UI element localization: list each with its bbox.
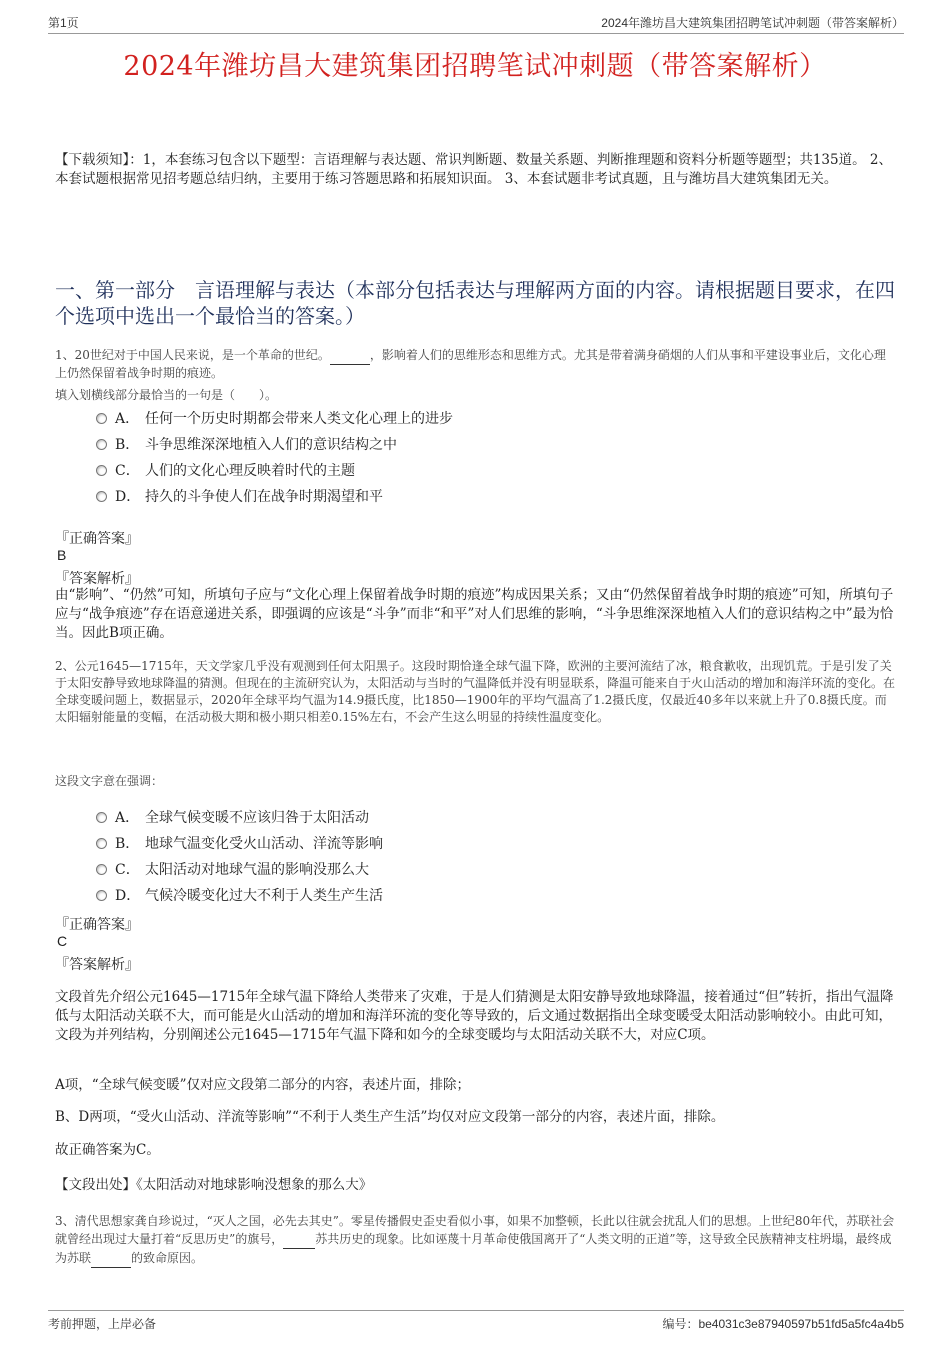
- header-doc-title: 2024年潍坊昌大建筑集团招聘笔试冲刺题（带答案解析）: [601, 16, 904, 30]
- q2-option-c[interactable]: C． 太阳活动对地球气温的影响没那么大: [96, 860, 369, 880]
- q1-analysis: 由“影响”、“仍然”可知，所填句子应与“文化心理上保留着战争时期的痕迹”构成因果关系；又由“仍然保留着战争时期的痕迹”可知，所填句子应与“战争痕迹”存在语意递进关系，即强调的应该是“斗争”而非“和平”对人们思维的影响，“斗争思维深深地植入人们的意识结构之中”最为恰当。因此B项正确。: [55, 587, 894, 641]
- q1-answer: B: [57, 547, 67, 563]
- q2-option-b[interactable]: B． 地球气温变化受火山活动、洋流等影响: [96, 834, 383, 854]
- q2-analysis-a: A项，“全球气候变暖”仅对应文段第二部分的内容，表述片面，排除；: [55, 1077, 471, 1093]
- q2-analysis-conclusion: 故正确答案为C。: [55, 1142, 160, 1158]
- q2-analysis-label: 『答案解析』: [55, 957, 139, 973]
- radio-icon[interactable]: [96, 890, 107, 901]
- radio-icon[interactable]: [96, 413, 107, 424]
- q2-analysis-main: 文段首先介绍公元1645—1715年全球气温下降给人类带来了灾难，于是人们猜测是太阳安静导致地球降温，接着通过“但”转折，指出气温降低与太阳活动关联不大，而可能是火山活动的增加和海洋环流的变化等导致的，后文通过数据指出全球变暖受太阳活动影响较小。由此可知，文段为并列结构，分别阐述公元1645—1715年气温下降和如今的全球变暖均与太阳活动关联不大，对应C项。: [55, 989, 894, 1043]
- q1-option-d[interactable]: D． 持久的斗争使人们在战争时期渴望和平: [96, 487, 383, 507]
- q2-source: 【文段出处】《太阳活动对地球影响没想象的那么大》: [55, 1177, 373, 1193]
- radio-icon[interactable]: [96, 812, 107, 823]
- page-number: 第1页: [48, 16, 79, 30]
- page-title: 2024年潍坊昌大建筑集团招聘笔试冲刺题（带答案解析）: [123, 51, 827, 82]
- q1-analysis-label: 『答案解析』: [55, 571, 139, 587]
- footer-slogan: 考前押题，上岸必备: [48, 1317, 157, 1331]
- q1-prompt: 填入划横线部分最恰当的一句是（ ）。: [55, 388, 278, 402]
- q2-answer-label: 『正确答案』: [55, 917, 139, 933]
- q1-option-a[interactable]: A． 任何一个历史时期都会带来人类文化心理上的进步: [96, 409, 453, 429]
- q3-blank-2: [91, 1249, 131, 1268]
- section-heading: 一、第一部分 言语理解与表达（本部分包括表达与理解两方面的内容。请根据题目要求，在四个选项中选出一个最恰当的答案。）: [55, 278, 895, 328]
- radio-icon[interactable]: [96, 491, 107, 502]
- footer-code: 编号：be4031c3e87940597b51fd5a5fc4a4b5: [662, 1317, 904, 1331]
- q1-stem: 1、20世纪对于中国人民来说，是一个革命的世纪。 ，影响着人们的思维形态和思维方式。尤其是带着满身硝烟的人们从事和平建设事业后，文化心理上仍然保留着战争时期的痕迹。: [55, 348, 886, 380]
- download-notice: 【下载须知】：1，本套练习包含以下题型：言语理解与表达题、常识判断题、数量关系题、判断推理题和资料分析题等题型；共135道。 2、本套试题根据常见招考题总结归纳，主要用于练习答题思路和拓展知识面。 3、本套试题非考试真题，且与潍坊昌大建筑集团无关。: [55, 152, 892, 187]
- q3-blank-1: [283, 1230, 315, 1249]
- header-rule: [48, 33, 904, 34]
- q1-answer-label: 『正确答案』: [55, 531, 139, 547]
- q2-prompt: 这段文字意在强调：: [55, 774, 164, 788]
- q1-option-b[interactable]: B． 斗争思维深深地植入人们的意识结构之中: [96, 435, 397, 455]
- q2-option-d[interactable]: D． 气候冷暖变化过大不利于人类生产生活: [96, 886, 383, 906]
- q2-stem: 2、公元1645—1715年，天文学家几乎没有观测到任何太阳黑子。这段时期恰逢全球气温下降，欧洲的主要河流结了冰，粮食歉收，出现饥荒。于是引发了关于太阳安静导致地球降温的猜测。但现在的主流研究认为，太阳活动与当时的气温降低并没有明显联系，降温可能来自于火山活动的增加和海洋环流的变化。在全球变暖问题上，数据显示，2020年全球平均气温为14.9摄氏度，比1850—1900年的平均气温高了1.2摄氏度，仅最近40多年以来就上升了0.8摄氏度。而太阳辐射能量的变幅，在活动极大期和极小期只相差0.15%左右，不会产生这么明显的持续性温度变化。: [55, 659, 896, 724]
- radio-icon[interactable]: [96, 864, 107, 875]
- q1-option-c[interactable]: C． 人们的文化心理反映着时代的主题: [96, 461, 355, 481]
- q2-option-a[interactable]: A． 全球气候变暖不应该归咎于太阳活动: [96, 808, 369, 828]
- q2-answer: C: [57, 933, 68, 949]
- radio-icon[interactable]: [96, 465, 107, 476]
- q3-stem: 3、清代思想家龚自珍说过，“灭人之国，必先去其史”。零星传播假史歪史看似小事，如果不加整顿，长此以往就会扰乱人们的思想。上世纪80年代，苏联社会就曾经出现过大量打着“反思历史”的旗号， 苏共历史的现象。比如诬蔑十月革命使俄国离开了“人类文明的正道”等，这导致全民族精神支柱坍塌，最终成为苏联 的致命原因。: [55, 1212, 895, 1268]
- q1-blank: [330, 347, 370, 365]
- radio-icon[interactable]: [96, 838, 107, 849]
- footer-rule: [48, 1310, 904, 1311]
- q2-analysis-bd: B、D两项，“受火山活动、洋流等影响”“不利于人类生产生活”均仅对应文段第一部分的内容，表述片面，排除。: [55, 1109, 725, 1125]
- radio-icon[interactable]: [96, 439, 107, 450]
